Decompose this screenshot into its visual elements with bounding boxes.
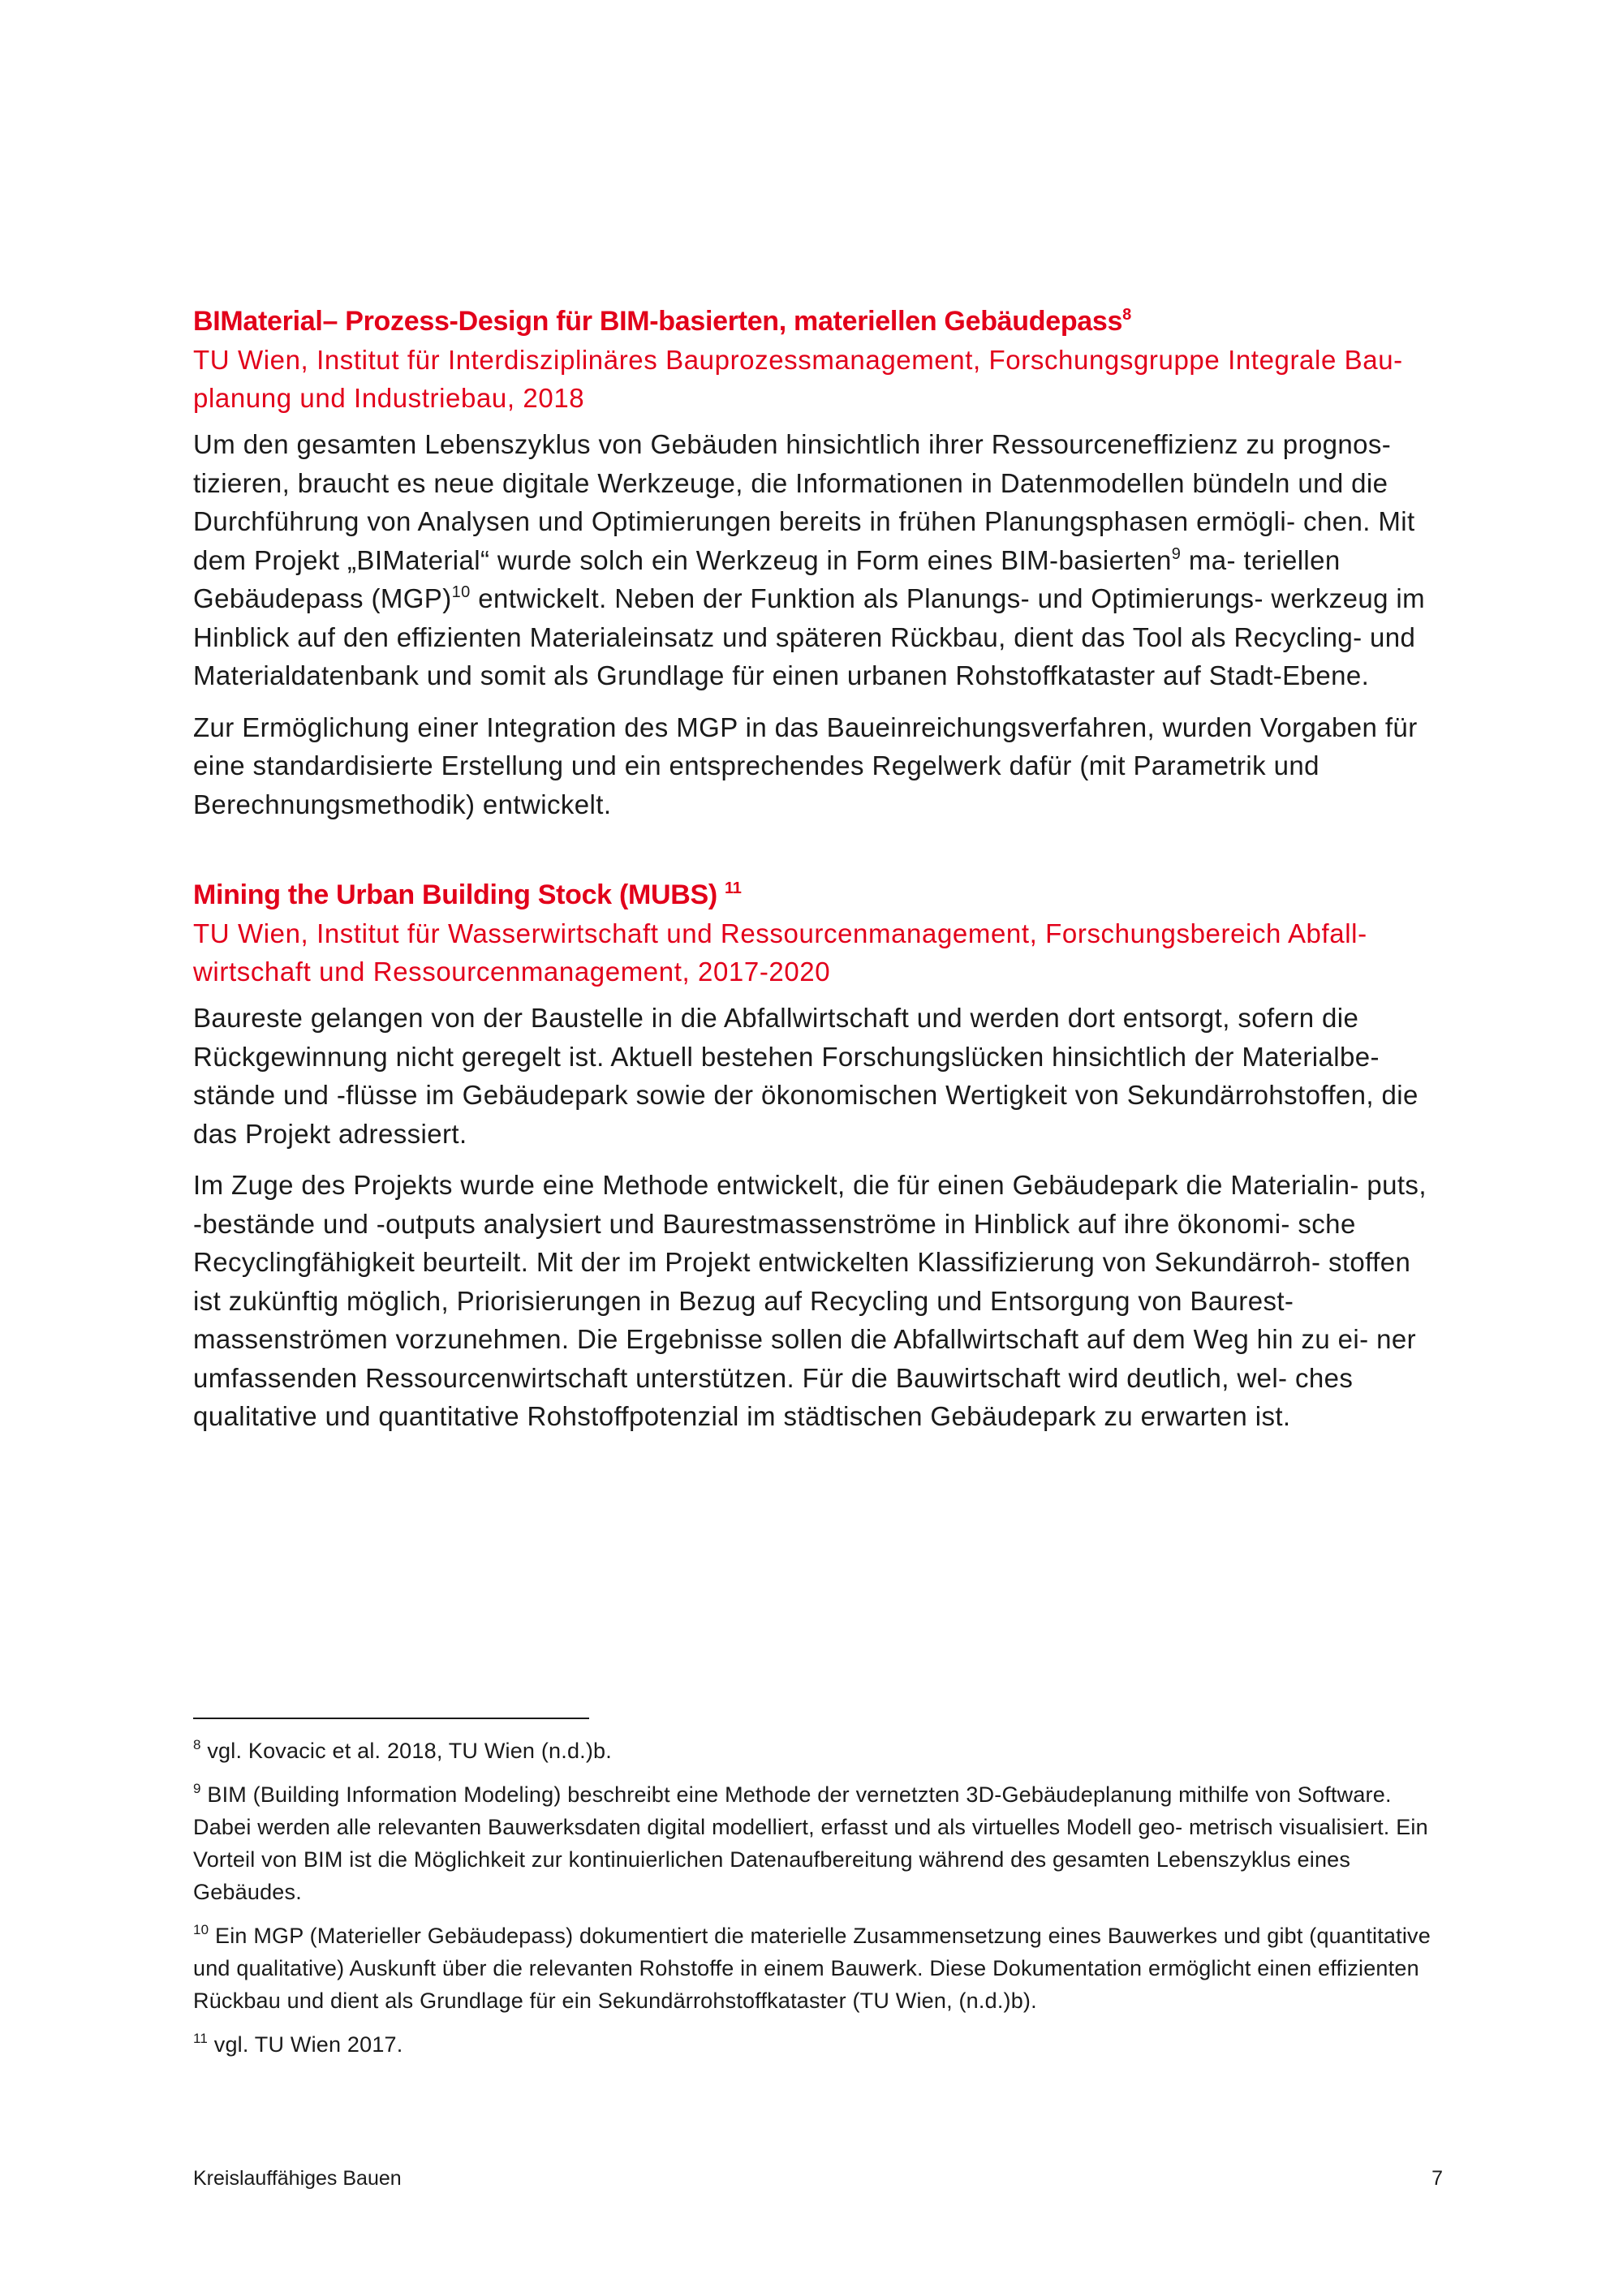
paragraph: Zur Ermöglichung einer Integration des MGP in das Baueinreichungsverfahren, wurden Vorgaben für eine standardisierte Erstellung und ein entsprechendes Regelwerk dafür (mit Parametrik und Berechnungsmethodik) entwickelt. xyxy=(193,712,1418,819)
paragraph: Um den gesamten Lebenszyklus von Gebäuden hinsichtlich ihrer Ressourceneffizienz zu prognos- tizieren, braucht es neue digitale Werkzeuge, die Informationen in Datenmodellen bündeln und die Durchführung von Analysen und Optimierungen bereits in frühen Planungsphasen ermögli- chen. Mit dem Projekt „BIMaterial“ wurde solch ein Werkzeug in Form eines BIM-basierten$^9$ ma- teriellen Gebäudepass (MGP)$^{10}$ entwickelt. Neben der Funktion als Planungs- und Optimierungs- werkzeug im Hinblick auf den effizienten Materialeinsatz und späteren Rückbau, dient das Tool als Recycling- und Materialdatenbank und somit als Grundlage für einen urbanen Rohstoffkataster auf Stadt-Ebene. xyxy=(193,429,1426,690)
footnote-ref[interactable]: 10 xyxy=(451,583,471,601)
main-content xyxy=(193,302,1443,1449)
section-title: BIMaterial– Prozess-Design für BIM-basierten, materiellen Gebäudepass$^8$ xyxy=(193,306,1131,337)
section-subtitle: TU Wien, Institut für Wasserwirtschaft und Ressourcenmanagement, Forschungsbereich Abfall- wirtschaft und Ressourcenmanagement, 2017-2020 xyxy=(193,918,1367,987)
footer-title: Kreislauffähiges Bauen xyxy=(193,2167,402,2190)
section-title: Mining the Urban Building Stock (MUBS) $^{11}$ xyxy=(193,879,742,910)
footnote: $^9$ BIM (Building Information Modeling) beschreibt eine Methode der vernetzten 3D-Gebäudeplanung mithilfe von Software. Dabei werden alle relevanten Bauwerksdaten digital modelliert, erfasst und als virtuelles Modell geo- metrisch visualisiert. Ein Vorteil von BIM ist die Möglichkeit zur kontinuierlichen Datenaufbereitung während des gesamten Lebenszyklus eines Gebäudes. xyxy=(193,1781,1428,1904)
footnote-ref[interactable]: 8 xyxy=(1122,306,1131,324)
footnote-divider xyxy=(193,1718,589,1719)
footnote-ref[interactable]: 9 xyxy=(1171,544,1182,563)
footnote: $^{11}$ vgl. TU Wien 2017. xyxy=(193,2031,403,2057)
footnote-ref[interactable]: 11 xyxy=(725,879,742,897)
footnote: $^{10}$ Ein MGP (Materieller Gebäudepass) dokumentiert die materielle Zusammensetzung eines Bauwerkes und gibt (quantitative und qualitative) Auskunft über die relevanten Rohstoffe in einem Bauwerk. Diese Dokumentation ermöglicht einen effizienten Rückbau und dient als Grundlage für ein Sekundärrohstoffkataster (TU Wien, (n.d.)b). xyxy=(193,1922,1431,2013)
section-subtitle: TU Wien, Institut für Interdisziplinäres Bauprozessmanagement, Forschungsgruppe Integrale Bau- planung und Industriebau, 2018 xyxy=(193,345,1403,413)
footnotes xyxy=(193,1735,1443,2072)
paragraph: Baureste gelangen von der Baustelle in die Abfallwirtschaft und werden dort entsorgt, sofern die Rückgewinnung nicht geregelt ist. Aktuell bestehen Forschungslücken hinsichtlich der Materialbe- stände und -flüsse im Gebäudepark sowie der ökonomischen Wertigkeit von Sekundärrohstoffen, die das Projekt adressiert. xyxy=(193,1003,1419,1149)
footnote: $^8$ vgl. Kovacic et al. 2018, TU Wien (n.d.)b. xyxy=(193,1737,612,1763)
paragraph: Im Zuge des Projekts wurde eine Methode entwickelt, die für einen Gebäudepark die Materialin- puts, -bestände und -outputs analysiert und Baurestmassenströme in Hinblick auf ihre ökonomi- sche Recyclingfähigkeit beurteilt. Mit der im Projekt entwickelten Klassifizierung von Sekundärroh- stoffen ist zukünftig möglich, Priorisierungen in Bezug auf Recycling und Entsorgung von Baurest- massenströmen vorzunehmen. Die Ergebnisse sollen die Abfallwirtschaft auf dem Weg hin zu ei- ner umfassenden Ressourcenwirtschaft unterstützen. Für die Bauwirtschaft wird deutlich, wel- ches qualitative und quantitative Rohstoffpotenzial im städtischen Gebäudepark zu erwarten ist. xyxy=(193,1170,1427,1431)
page-number: 7 xyxy=(1431,2167,1443,2190)
